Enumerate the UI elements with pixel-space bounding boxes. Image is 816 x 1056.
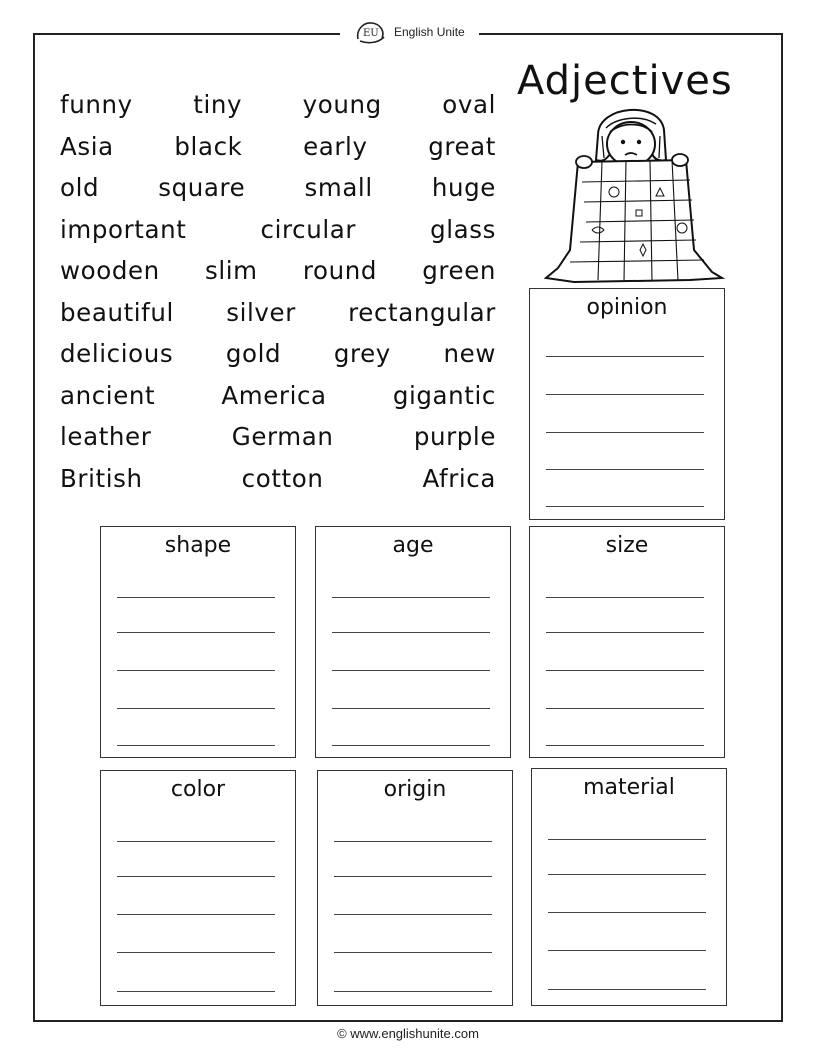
write-line[interactable] bbox=[546, 356, 704, 357]
word-bank bbox=[60, 84, 496, 499]
word-row bbox=[60, 84, 496, 126]
word-item: small bbox=[304, 173, 373, 203]
word-item: wooden bbox=[60, 256, 160, 286]
word-item: old bbox=[60, 173, 100, 203]
word-item: slim bbox=[205, 256, 258, 286]
age-label: age bbox=[392, 533, 434, 558]
write-line[interactable] bbox=[332, 708, 490, 709]
write-line[interactable] bbox=[117, 914, 275, 915]
write-line[interactable] bbox=[117, 745, 275, 746]
word-item: ancient bbox=[60, 380, 156, 410]
write-line[interactable] bbox=[546, 506, 704, 507]
write-line[interactable] bbox=[548, 874, 706, 875]
word-item: purple bbox=[413, 422, 496, 452]
word-row bbox=[60, 458, 496, 500]
word-item: great bbox=[428, 131, 496, 161]
write-line[interactable] bbox=[117, 632, 275, 633]
write-line[interactable] bbox=[334, 841, 492, 842]
write-line[interactable] bbox=[332, 670, 490, 671]
header-logo bbox=[340, 18, 479, 46]
write-line[interactable] bbox=[548, 989, 706, 990]
color-label: color bbox=[170, 777, 226, 802]
word-item: delicious bbox=[60, 339, 174, 369]
word-item: Africa bbox=[422, 463, 496, 493]
write-line[interactable] bbox=[334, 876, 492, 877]
write-line[interactable] bbox=[332, 632, 490, 633]
write-line[interactable] bbox=[332, 597, 490, 598]
word-item: young bbox=[302, 90, 382, 120]
word-row bbox=[60, 167, 496, 209]
word-item: grey bbox=[333, 339, 391, 369]
write-line[interactable] bbox=[546, 632, 704, 633]
word-item: German bbox=[231, 422, 334, 452]
page-title: Adjectives bbox=[517, 58, 733, 104]
write-line[interactable] bbox=[117, 597, 275, 598]
write-line[interactable] bbox=[117, 952, 275, 953]
write-line[interactable] bbox=[546, 469, 704, 470]
write-line[interactable] bbox=[334, 952, 492, 953]
write-line[interactable] bbox=[546, 597, 704, 598]
shape-box bbox=[100, 526, 296, 758]
word-item: round bbox=[302, 256, 378, 286]
word-row bbox=[60, 333, 496, 375]
opinion-label: opinion bbox=[586, 295, 668, 320]
write-line[interactable] bbox=[546, 745, 704, 746]
word-item: rectangular bbox=[348, 297, 496, 327]
word-item: leather bbox=[60, 422, 152, 452]
word-item: British bbox=[60, 463, 143, 493]
write-line[interactable] bbox=[546, 432, 704, 433]
word-item: funny bbox=[60, 90, 133, 120]
word-item: new bbox=[443, 339, 496, 369]
word-row bbox=[60, 209, 496, 251]
shape-label: shape bbox=[164, 533, 232, 558]
footer-copyright: © www.englishunite.com bbox=[337, 1026, 479, 1041]
word-item: beautiful bbox=[60, 297, 174, 327]
write-line[interactable] bbox=[334, 914, 492, 915]
word-row bbox=[60, 375, 496, 417]
english-unite-logo-icon bbox=[354, 19, 388, 45]
word-row bbox=[60, 292, 496, 334]
word-item: early bbox=[303, 131, 368, 161]
write-line[interactable] bbox=[548, 912, 706, 913]
origin-label: origin bbox=[383, 777, 447, 802]
word-item: tiny bbox=[193, 90, 243, 120]
write-line[interactable] bbox=[332, 745, 490, 746]
write-line[interactable] bbox=[117, 841, 275, 842]
write-line[interactable] bbox=[546, 708, 704, 709]
girl-with-quilt-illustration bbox=[540, 100, 740, 290]
write-line[interactable] bbox=[117, 670, 275, 671]
write-line[interactable] bbox=[546, 670, 704, 671]
word-item: circular bbox=[260, 214, 357, 244]
write-line[interactable] bbox=[546, 394, 704, 395]
material-label: material bbox=[583, 775, 675, 800]
material-box bbox=[531, 768, 727, 1006]
word-item: huge bbox=[431, 173, 496, 203]
write-line[interactable] bbox=[334, 991, 492, 992]
word-row bbox=[60, 126, 496, 168]
word-item: gold bbox=[225, 339, 282, 369]
write-line[interactable] bbox=[117, 876, 275, 877]
color-box bbox=[100, 770, 296, 1006]
age-box bbox=[315, 526, 511, 758]
word-item: gigantic bbox=[392, 380, 496, 410]
write-line[interactable] bbox=[117, 708, 275, 709]
word-row bbox=[60, 250, 496, 292]
word-item: square bbox=[158, 173, 246, 203]
word-item: glass bbox=[430, 214, 496, 244]
word-item: oval bbox=[442, 90, 496, 120]
logo-text: English Unite bbox=[394, 25, 465, 39]
word-item: black bbox=[174, 131, 243, 161]
word-item: Asia bbox=[60, 131, 114, 161]
word-item: cotton bbox=[241, 463, 324, 493]
word-item: green bbox=[422, 256, 496, 286]
opinion-box bbox=[529, 288, 725, 520]
write-line[interactable] bbox=[548, 950, 706, 951]
word-item: silver bbox=[226, 297, 296, 327]
word-row bbox=[60, 416, 496, 458]
word-item: important bbox=[60, 214, 187, 244]
write-line[interactable] bbox=[117, 991, 275, 992]
word-item: America bbox=[221, 380, 327, 410]
origin-box bbox=[317, 770, 513, 1006]
size-box bbox=[529, 526, 725, 758]
size-label: size bbox=[605, 533, 649, 558]
svg-text:EU: EU bbox=[363, 28, 379, 39]
write-line[interactable] bbox=[548, 839, 706, 840]
